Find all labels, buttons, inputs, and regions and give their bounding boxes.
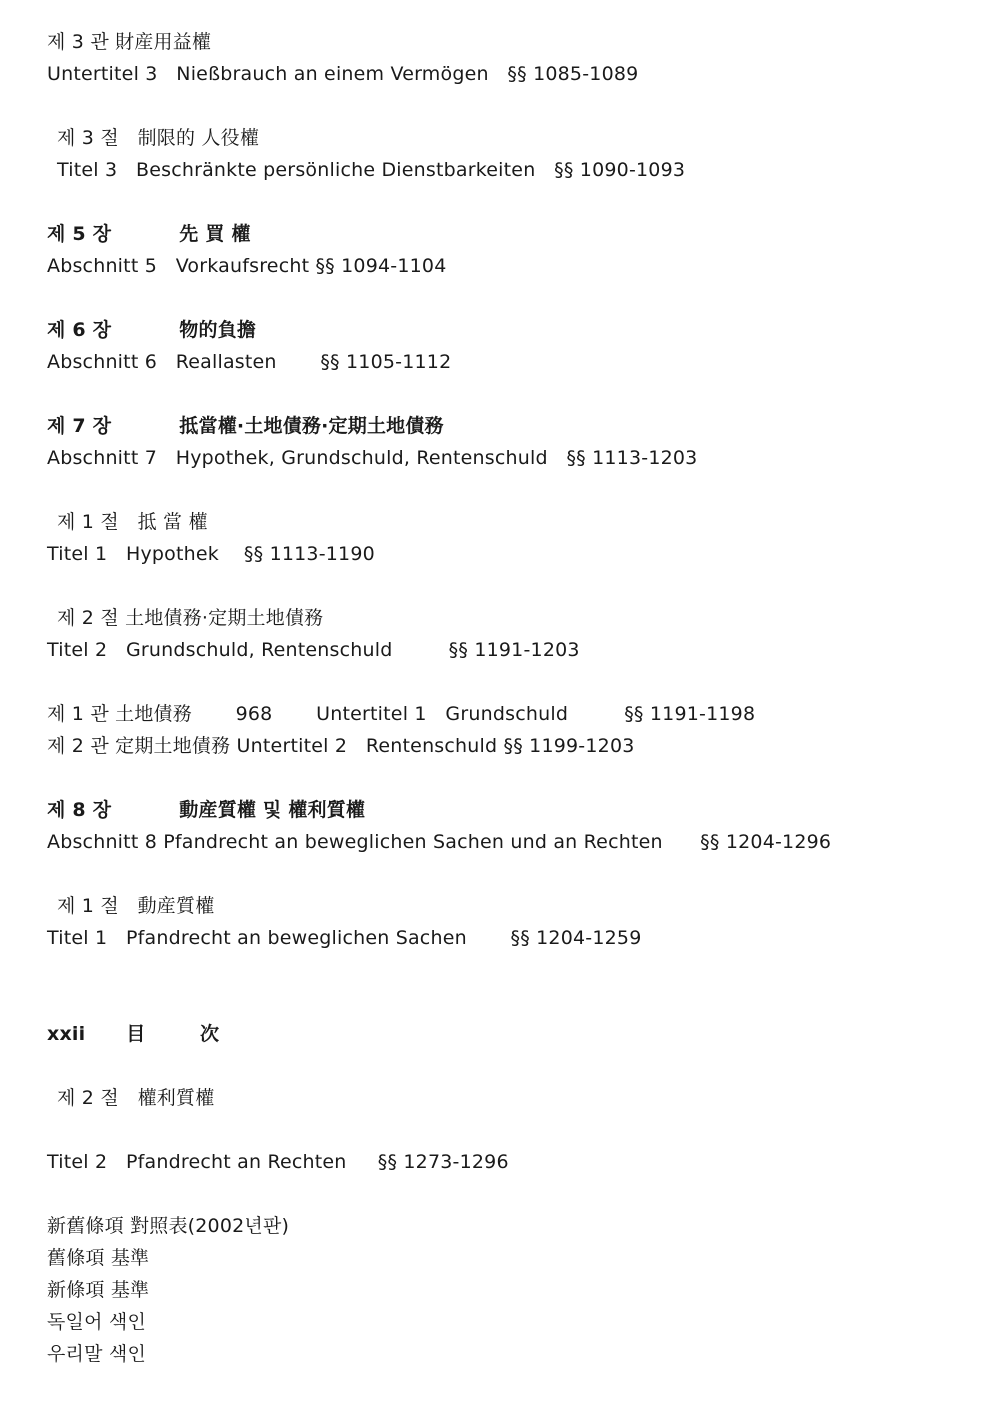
toc-chapter-8-german: Abschnitt 8 Pfandrecht an beweglichen Sachen und an Rechten §§ 1204-1296 [47, 831, 832, 853]
toc-subtitle-1: 제 1 관 土地債務 968 Untertitel 1 Grundschuld §§ 1191-1198 [47, 703, 756, 725]
toc-chapter-5-german: Abschnitt 5 Vorkaufsrecht §§ 1094-1104 [47, 255, 447, 277]
toc-chapter-8-section-2-german: Titel 2 Pfandrecht an Rechten §§ 1273-1296 [47, 1151, 509, 1173]
toc-section-1-korean: 제 1 절 抵 當 權 [57, 511, 208, 533]
appendix-old-basis: 舊條項 基準 [47, 1247, 150, 1269]
toc-section-3-german: Titel 3 Beschränkte persönliche Dienstbarkeiten §§ 1090-1093 [57, 159, 686, 181]
toc-subtitle-2: 제 2 관 定期土地債務 Untertitel 2 Rentenschuld §§ 1199-1203 [47, 735, 635, 757]
appendix-german-index: 독일어 색인 [47, 1311, 147, 1333]
toc-chapter-8-korean: 제 8 장 動産質權 및 權利質權 [47, 799, 366, 821]
toc-chapter-8-section-2-korean: 제 2 절 權利質權 [57, 1087, 215, 1109]
toc-chapter-5-korean: 제 5 장 先 買 權 [47, 223, 251, 245]
toc-subtitle-3-korean: 제 3 관 財産用益權 [47, 31, 212, 53]
toc-subtitle-3-german: Untertitel 3 Nießbrauch an einem Vermögen §§ 1085-1089 [47, 63, 639, 85]
toc-chapter-8-section-1-korean: 제 1 절 動産質權 [57, 895, 215, 917]
toc-section-2-korean: 제 2 절 土地債務·定期土地債務 [57, 607, 324, 629]
toc-chapter-6-korean: 제 6 장 物的負擔 [47, 319, 257, 341]
toc-section-3-korean: 제 3 절 制限的 人役權 [57, 127, 260, 149]
toc-section-2-german: Titel 2 Grundschuld, Rentenschuld §§ 1191-1203 [47, 639, 580, 661]
appendix-new-basis: 新條項 基準 [47, 1279, 150, 1301]
toc-section-1-german: Titel 1 Hypothek §§ 1113-1190 [47, 543, 375, 565]
toc-chapter-6-german: Abschnitt 6 Reallasten §§ 1105-1112 [47, 351, 452, 373]
toc-chapter-7-korean: 제 7 장 抵當權·土地債務·定期土地債務 [47, 415, 444, 437]
toc-chapter-7-german: Abschnitt 7 Hypothek, Grundschuld, Rentenschuld §§ 1113-1203 [47, 447, 698, 469]
toc-chapter-8-section-1-german: Titel 1 Pfandrecht an beweglichen Sachen §§ 1204-1259 [47, 927, 642, 949]
page-header: xxii 目 次 [47, 1023, 220, 1045]
appendix-comparison-table: 新舊條項 對照表(2002년판) [47, 1215, 290, 1237]
appendix-korean-index: 우리말 색인 [47, 1343, 147, 1365]
